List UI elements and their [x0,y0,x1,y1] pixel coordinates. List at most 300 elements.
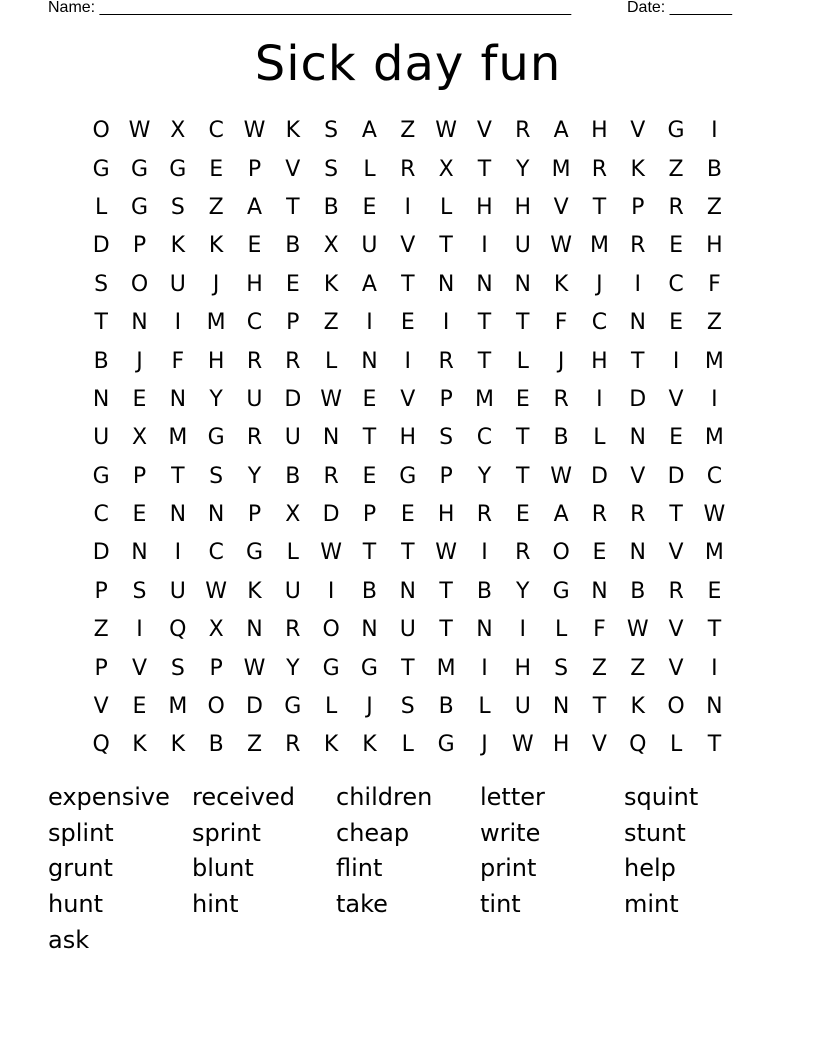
grid-letter: L [95,194,108,220]
grid-letter: D [629,386,647,412]
grid-letter: A [361,271,377,297]
grid-letter: P [631,194,645,220]
grid-letter: V [93,694,109,720]
word-bank-item: expensive [48,783,170,811]
word-bank-item: stunt [624,818,686,847]
grid-letter: B [323,194,339,220]
grid-letter: D [246,694,263,720]
grid-letter: E [132,502,147,528]
grid-letter: T [362,425,377,451]
grid-letter: I [327,578,335,604]
grid-letter: E [669,310,684,336]
grid-letter: D [322,502,340,528]
grid-letter: T [439,233,453,259]
grid-letter: A [553,502,569,528]
grid-letter: V [400,386,416,412]
grid-letter: P [209,655,223,681]
word-bank-item: sprint [192,818,261,847]
grid-row [82,458,734,496]
grid-letter: I [481,233,488,259]
grid-letter: G [437,732,455,758]
grid-letter: G [667,118,685,144]
grid-letter: G [552,578,570,604]
grid-letter: Z [323,310,339,336]
grid-letter: F [593,617,606,643]
grid-letter: N [591,578,608,604]
grid-letter: J [481,732,488,758]
grid-letter: R [515,118,531,144]
word-bank-item: blunt [192,854,254,883]
grid-letter: L [286,540,299,566]
grid-letter: A [361,118,377,144]
grid-letter: F [554,310,568,336]
grid-letter: D [667,463,685,489]
grid-letter: G [92,463,110,489]
grid-letter: T [401,540,415,566]
grid-letter: K [323,732,339,758]
grid-letter: H [706,233,723,259]
word-bank-item: received [192,783,295,811]
grid-letter: E [669,233,684,259]
grid-letter: L [593,425,606,451]
grid-letter: B [706,156,722,182]
grid-letter: V [400,233,416,259]
grid-row [82,304,734,342]
grid-letter: R [438,348,454,374]
grid-row [82,381,734,419]
grid-letter: E [400,502,415,528]
grid-letter: B [93,348,109,374]
grid-letter: H [552,732,570,758]
grid-letter: J [596,271,603,297]
grid-letter: Y [516,156,530,182]
grid-letter: V [668,617,684,643]
grid-letter: I [481,540,488,566]
word-bank-item: write [480,818,541,847]
grid-letter: T [516,425,530,451]
grid-row [82,611,734,649]
grid-letter: K [170,233,186,259]
grid-letter: Y [286,655,300,681]
word-bank-item: take [336,890,388,919]
grid-letter: R [515,540,531,566]
grid-letter: C [591,310,608,336]
grid-letter: V [668,386,684,412]
grid-letter: U [246,386,263,412]
grid-letter: B [438,694,454,720]
grid-letter: N [207,502,225,528]
grid-letter: I [672,348,680,374]
grid-row [82,688,734,726]
grid-letter: H [476,194,493,220]
grid-letter: S [324,118,339,144]
grid-letter: T [362,540,377,566]
grid-letter: R [246,348,263,374]
grid-letter: Z [706,194,722,220]
grid-letter: I [404,194,412,220]
grid-letter: U [361,233,378,259]
grid-letter: I [481,655,488,681]
grid-letter: R [668,578,684,604]
grid-letter: D [92,233,110,259]
word-bank-item: letter [480,783,545,811]
grid-letter: R [246,425,263,451]
grid-letter: N [169,502,187,528]
grid-row [82,112,734,150]
grid-letter: P [362,502,377,528]
grid-letter: I [174,310,182,336]
grid-letter: B [476,578,492,604]
grid-letter: T [631,348,645,374]
grid-letter: H [514,194,532,220]
grid-letter: P [94,655,108,681]
grid-letter: N [476,617,493,643]
grid-letter: L [363,156,376,182]
grid-letter: K [630,156,645,182]
grid-letter: F [171,348,185,374]
grid-letter: T [439,617,453,643]
worksheet-header [48,0,748,18]
grid-letter: S [209,463,224,489]
grid-letter: R [630,233,646,259]
grid-letter: M [168,694,188,720]
grid-letter: X [208,617,224,643]
page-title: Sick day fun [254,36,562,92]
grid-letter: W [703,502,726,528]
word-bank-item: squint [624,783,699,811]
grid-letter: M [589,233,609,259]
grid-letter: Z [400,118,416,144]
grid-letter: P [439,463,453,489]
grid-letter: B [630,578,646,604]
grid-letter: C [93,502,109,528]
grid-letter: F [708,271,721,297]
grid-letter: E [515,502,530,528]
grid-letter: G [207,425,225,451]
word-bank-item: grunt [48,854,113,883]
grid-letter: Z [591,655,607,681]
grid-letter: T [477,156,492,182]
grid-letter: O [130,271,149,297]
grid-letter: N [629,540,646,566]
grid-letter: E [285,271,300,297]
grid-letter: T [669,502,683,528]
grid-letter: N [629,310,646,336]
grid-letter: E [132,694,147,720]
grid-letter: P [247,156,262,182]
grid-letter: T [707,617,722,643]
grid-letter: O [552,540,570,566]
grid-letter: E [362,463,377,489]
grid-letter: E [209,156,224,182]
grid-row [82,726,734,764]
grid-row [82,573,734,611]
grid-letter: P [132,233,147,259]
grid-letter: B [208,732,224,758]
grid-letter: K [323,271,339,297]
grid-letter: U [284,425,301,451]
grid-row [82,266,734,304]
grid-letter: R [668,194,684,220]
grid-letter: H [437,502,455,528]
grid-letter: S [400,694,415,720]
grid-letter: V [285,156,301,182]
grid-letter: I [442,310,450,336]
grid-row [82,227,734,265]
grid-letter: K [170,732,186,758]
grid-letter: M [206,310,226,336]
grid-letter: W [626,617,649,643]
word-bank-item: cheap [336,818,410,847]
grid-letter: T [477,348,492,374]
grid-letter: I [519,617,527,643]
word-bank-item: hint [192,890,239,919]
grid-letter: X [438,156,454,182]
grid-letter: W [550,233,572,259]
grid-letter: N [169,386,187,412]
grid-letter: Q [169,617,187,643]
grid-letter: C [208,118,224,144]
grid-letter: N [706,694,723,720]
letter-grid [82,112,734,765]
grid-letter: N [399,578,417,604]
grid-letter: O [92,118,110,144]
grid-letter: W [243,118,266,144]
grid-letter: C [246,310,263,336]
grid-letter: R [553,386,569,412]
grid-letter: L [669,732,683,758]
grid-letter: K [132,732,147,758]
grid-row [82,649,734,687]
grid-letter: T [592,194,607,220]
grid-row [82,189,734,227]
grid-letter: G [284,694,302,720]
grid-letter: C [476,425,493,451]
grid-letter: S [439,425,454,451]
grid-letter: C [706,463,723,489]
grid-letter: S [554,655,569,681]
grid-letter: V [668,655,684,681]
grid-letter: Q [629,732,647,758]
grid-letter: V [553,194,569,220]
grid-letter: T [401,271,415,297]
grid-letter: S [170,655,185,681]
grid-letter: N [361,617,378,643]
grid-letter: R [591,156,608,182]
grid-letter: I [711,386,718,412]
grid-letter: R [285,617,301,643]
grid-letter: G [130,156,149,182]
grid-letter: Z [93,617,109,643]
grid-letter: X [131,425,148,451]
grid-letter: E [132,386,147,412]
grid-letter: V [668,540,684,566]
grid-letter: R [323,463,339,489]
grid-letter: U [514,694,531,720]
grid-letter: U [399,617,416,643]
grid-letter: R [630,502,646,528]
grid-letter: N [437,271,455,297]
grid-letter: E [400,310,415,336]
grid-letter: I [711,655,718,681]
grid-letter: Z [246,732,263,758]
grid-letter: T [477,310,492,336]
grid-letter: P [94,578,108,604]
grid-letter: Y [209,386,223,412]
grid-letter: N [131,310,148,336]
grid-row [82,534,734,572]
grid-letter: Z [668,156,684,182]
grid-letter: S [170,194,185,220]
grid-letter: J [212,271,220,297]
grid-letter: Z [706,310,722,336]
grid-letter: W [435,540,457,566]
grid-letter: R [476,502,493,528]
grid-letter: E [669,425,684,451]
grid-letter: O [322,617,340,643]
grid-letter: C [668,271,684,297]
grid-letter: W [205,578,228,604]
grid-letter: W [435,118,457,144]
grid-letter: G [169,156,187,182]
grid-letter: L [478,694,491,720]
word-bank-item: ask [48,925,90,954]
grid-letter: U [93,425,110,451]
word-bank-item: splint [48,818,114,847]
grid-letter: A [553,118,569,144]
grid-letter: G [360,655,378,681]
grid-letter: H [207,348,225,374]
grid-letter: X [323,233,339,259]
word-bank-item: mint [624,890,679,919]
grid-letter: O [667,694,685,720]
grid-letter: P [247,502,262,528]
grid-letter: V [630,118,646,144]
grid-letter: S [94,271,109,297]
grid-letter: U [169,271,186,297]
grid-letter: J [557,348,565,374]
grid-letter: E [247,233,262,259]
grid-letter: M [551,156,571,182]
grid-letter: K [247,578,262,604]
grid-letter: N [92,386,110,412]
grid-row [82,496,734,534]
word-bank-item: hunt [48,890,104,919]
grid-letter: L [325,348,338,374]
grid-letter: T [707,732,722,758]
grid-letter: V [591,732,607,758]
grid-letter: N [476,271,493,297]
grid-letter: T [439,578,453,604]
grid-letter: S [324,156,339,182]
grid-letter: M [168,425,188,451]
grid-row [82,342,734,380]
grid-letter: D [284,386,302,412]
grid-letter: T [171,463,185,489]
grid-letter: T [401,655,415,681]
word-bank-item: children [336,783,433,811]
grid-letter: E [362,194,377,220]
grid-letter: N [131,540,148,566]
grid-letter: R [285,348,301,374]
grid-letter: I [136,617,143,643]
grid-letter: I [174,540,182,566]
grid-letter: U [514,233,531,259]
grid-letter: Z [208,194,224,220]
grid-letter: H [591,348,608,374]
grid-letter: I [711,118,718,144]
grid-letter: V [476,118,492,144]
grid-letter: E [707,578,722,604]
grid-letter: J [136,348,143,374]
grid-letter: G [130,194,149,220]
word-bank-item: tint [480,890,521,919]
grid-letter: H [399,425,417,451]
grid-letter: W [128,118,151,144]
word-bank-item: flint [336,854,383,883]
grid-letter: O [207,694,225,720]
grid-letter: B [553,425,569,451]
grid-letter: V [131,655,148,681]
grid-letter: T [94,310,108,336]
grid-letter: Q [92,732,110,758]
word-bank [48,780,768,958]
grid-letter: R [285,732,301,758]
grid-letter: X [170,118,186,144]
grid-letter: X [285,502,301,528]
grid-letter: H [246,271,263,297]
grid-letter: Y [247,463,262,489]
grid-letter: W [320,386,343,412]
grid-letter: G [92,156,110,182]
grid-letter: M [436,655,456,681]
grid-letter: K [362,732,377,758]
grid-row [82,419,734,457]
grid-row [82,150,734,188]
grid-letter: N [552,694,570,720]
grid-letter: N [514,271,531,297]
grid-letter: P [286,310,300,336]
grid-letter: K [630,694,645,720]
grid-letter: L [401,732,414,758]
grid-letter: H [591,118,608,144]
grid-letter: G [399,463,417,489]
grid-letter: E [592,540,607,566]
grid-letter: K [553,271,569,297]
grid-letter: E [362,386,377,412]
grid-letter: Y [477,463,492,489]
grid-letter: B [361,578,377,604]
grid-letter: I [596,386,603,412]
grid-letter: L [439,194,453,220]
grid-letter: T [592,694,607,720]
grid-letter: B [285,233,301,259]
grid-letter: L [554,617,568,643]
grid-letter: I [634,271,641,297]
date-field: Date: _______ [627,0,732,16]
grid-letter: T [516,463,530,489]
grid-letter: M [704,348,724,374]
grid-letter: R [591,502,608,528]
grid-letter: N [361,348,378,374]
grid-letter: U [284,578,301,604]
grid-letter: V [630,463,646,489]
grid-letter: R [400,156,416,182]
name-field: Name: _____________________________________________________ [48,0,572,16]
grid-letter: P [132,463,147,489]
grid-letter: N [322,425,340,451]
grid-letter: N [629,425,646,451]
